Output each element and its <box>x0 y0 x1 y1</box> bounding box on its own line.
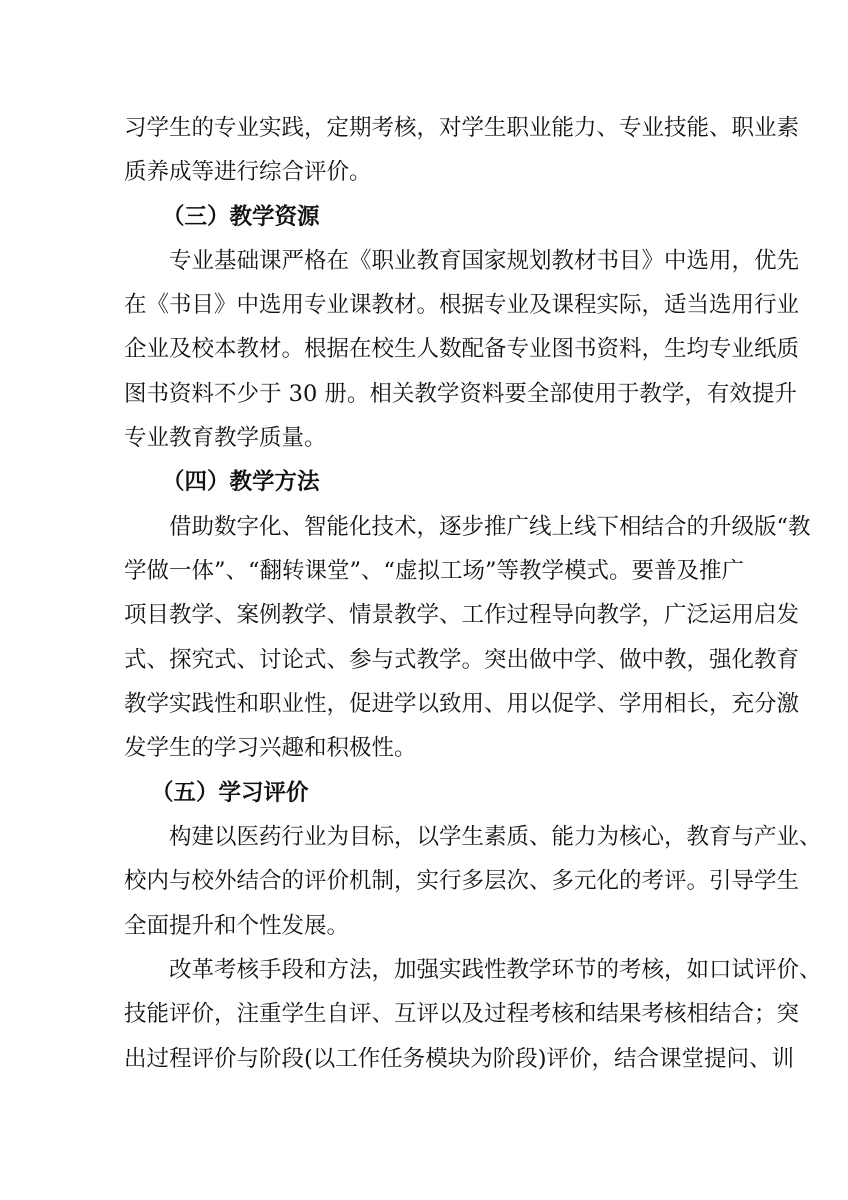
paragraph-line: 学做一体”、“翻转课堂”、“虚拟工场”等教学模式。要普及推广 <box>124 558 745 584</box>
section-heading-teaching-methods: （四）教学方法 <box>162 469 320 495</box>
paragraph-line: 构建以医药行业为目标，以学生素质、能力为核心，教育与产业、 <box>169 824 822 850</box>
paragraph-line: 借助数字化、智能化技术，逐步推广线上线下相结合的升级版“教 <box>169 514 811 540</box>
paragraph-line: 专业教育教学质量。 <box>124 425 327 451</box>
paragraph-line: 校内与校外结合的评价机制，实行多层次、多元化的考评。引导学生 <box>124 868 800 894</box>
paragraph-line: 出过程评价与阶段(以工作任务模块为阶段)评价，结合课堂提问、训 <box>124 1046 795 1072</box>
paragraph-line: 项目教学、案例教学、情景教学、工作过程导向教学，广泛运用启发 <box>124 602 800 628</box>
paragraph-line: 习学生的专业实践，定期考核，对学生职业能力、专业技能、职业素 <box>124 115 800 141</box>
paragraph-line: 在《书目》中选用专业课教材。根据专业及课程实际，适当选用行业 <box>124 292 800 318</box>
paragraph-line: 专业基础课严格在《职业教育国家规划教材书目》中选用，优先 <box>169 248 800 274</box>
paragraph-line: 教学实践性和职业性，促进学以致用、用以促学、学用相长，充分激 <box>124 691 800 717</box>
paragraph-line: 图书资料不少于 30 册。相关教学资料要全部使用于教学，有效提升 <box>124 381 797 407</box>
paragraph-line: 技能评价，注重学生自评、互评以及过程考核和结果考核相结合；突 <box>124 1001 800 1027</box>
section-heading-learning-evaluation: （五）学习评价 <box>151 780 309 806</box>
paragraph-line: 式、探究式、讨论式、参与式教学。突出做中学、做中教，强化教育 <box>124 647 800 673</box>
paragraph-line: 发学生的学习兴趣和积极性。 <box>124 735 417 761</box>
paragraph-line: 全面提升和个性发展。 <box>124 913 350 939</box>
paragraph-line: 企业及校本教材。根据在校生人数配备专业图书资料，生均专业纸质 <box>124 336 800 362</box>
paragraph-line: 改革考核手段和方法，加强实践性教学环节的考核，如口试评价、 <box>169 957 822 983</box>
section-heading-teaching-resources: （三）教学资源 <box>162 204 320 230</box>
paragraph-line: 质养成等进行综合评价。 <box>124 159 372 185</box>
